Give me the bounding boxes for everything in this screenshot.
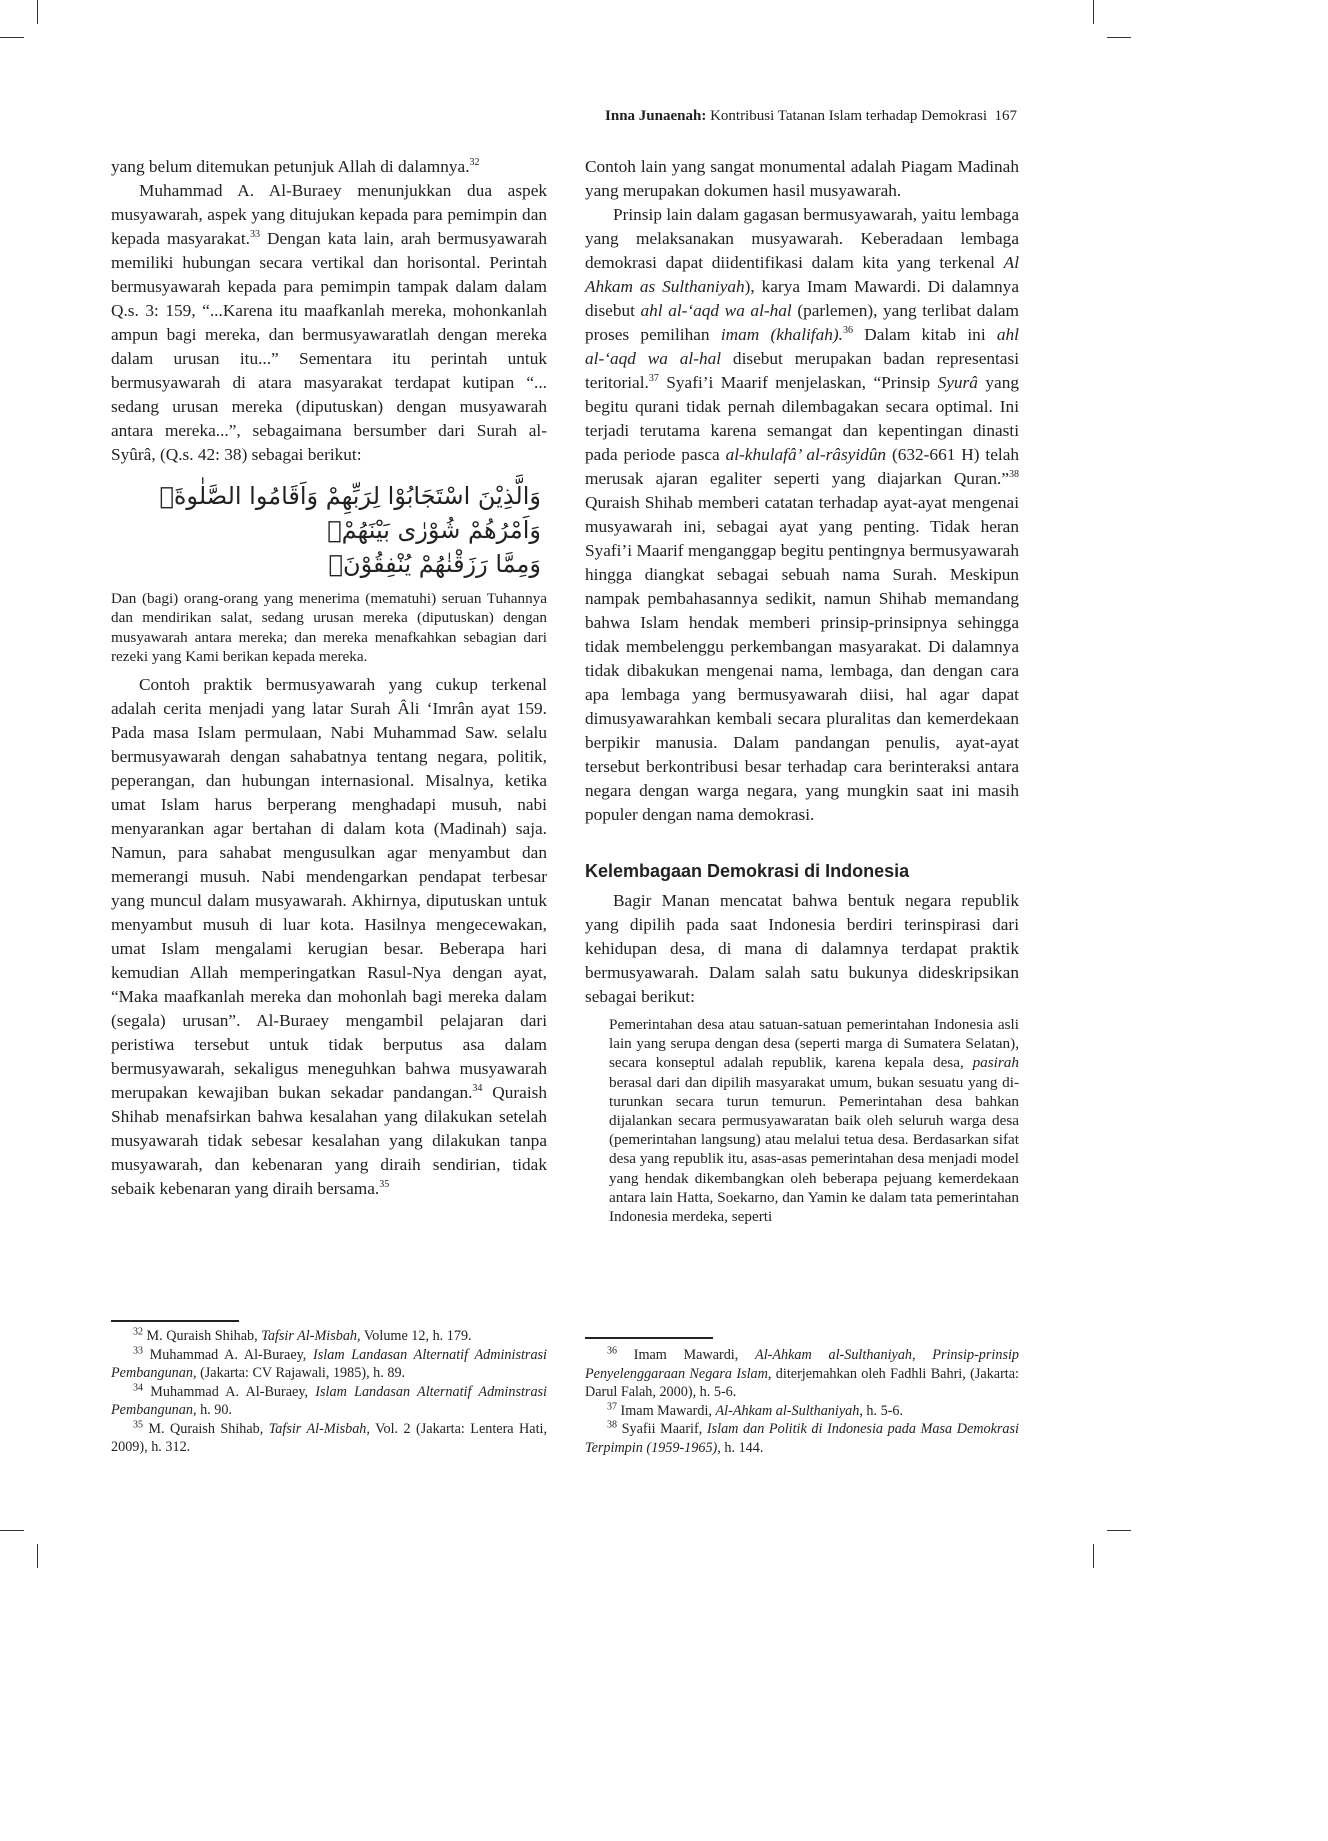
footnote-ref[interactable]: 33 — [249, 229, 260, 241]
right-column — [585, 155, 1019, 1226]
verse-translation: Dan (bagi) orang-orang yang menerima (mematuhi) seruan Tuhannya dan mendirikan salat, sedang urusan mereka (diputuskan) dengan musyawarah antara mereka; dan mereka menafkahkan sebagian dari rezeki yang Kami berikan kepada mereka. — [111, 590, 547, 666]
paragraph: Prinsip lain dalam gagasan bermusyawarah, yaitu lembaga yang melaksanakan musyawarah. Keberadaan lembaga demokrasi dapat diidentifikasi dalam kita yang terkenal Al Ahkam as Sulthaniyah), karya Imam Mawardi. Di dalamnya disebut ahl al-‘aqd wa al-hal (parlemen), yang terlibat dalam proses pemilihan imam (khalifah).$^{36}$ Dalam kitab ini ahl al-‘aqd wa al-hal disebut merupakan badan representasi teritorial.$^{37}$ Syafi’i Maarif menjelaskan, “Prinsip Syurâ yang begitu qurani tidak pernah dilembagakan secara optimal. Ini terjadi terutama karena semangat dan kepentingan dinasti pada periode pasca al-khulafâ’ al-râsyidûn (632-661 H) telah merusak ajaran egaliter seperti yang diajarkan Quran.”$^{38}$ Quraish Shihab memberi catatan terhadap ayat-ayat mengenai musyawarah ini, sebagai ayat yang penting. Tidak heran Syafi’i Maarif menganggap begitu pentingnya bermusyawarah hingga diangkat sebagai sebuah nama Surah. Meskipun nampak pembahasannya sedikit, namun Shihab memandang bahwa Islam hendak memberi prinsip-prinsipnya sehingga tidak membelenggu perkembangan masyarakat. Di dalamnya tidak dibakukan mengenai nama, lembaga, dan dengan cara apa lembaga yang bermusyawarah diisi, hal agar dapat dimusyawarahkan kembali secara pluralitas dan kemerdekaan berpikir manusia. Dalam pandangan penulis, ayat-ayat tersebut berkontribusi besar terhadap cara berinteraksi antara negara dengan warga negara, yang mungkin saat ini masih populer dengan nama demokrasi. — [585, 205, 1020, 824]
header-title: Kontribusi Tatanan Islam terhadap Demokrasi — [710, 108, 987, 124]
arabic-line: وَالَّذِيْنَ اسْتَجَابُوْا لِرَبِّهِمْ وَاَقَامُوا الصَّلٰوةَۖ وَاَمْرُهُمْ شُوْرٰى بَيْنَهُمْۖ — [159, 482, 541, 544]
footnote-ref[interactable]: 36 — [842, 325, 853, 337]
footnotes-left — [111, 1327, 547, 1457]
section-heading: Kelembagaan Demokrasi di Indonesia — [585, 861, 910, 881]
paragraph: Muhammad A. Al-Buraey menunjukkan dua aspek musyawarah, aspek yang ditujukan kepada para pemimpin dan kepada masyarakat.$^{33}$ Dengan kata lain, arah bermusyawarah memiliki hubungan secara vertikal dan horisontal. Perintah bermusyawarah kepada para pemimpin tampak dalam dalam Q.s. 3: 159, “...Karena itu maafkanlah mereka, mohonkanlah ampun bagi mereka, dan bermusyawaratlah dengan mereka dalam urusan itu...” Sementara itu perintah untuk bermusyawarah di atara masyarakat terdapat kutipan “... sedang urusan mereka (diputuskan) dengan musyawarah antara mereka...”, sebagaimana bersumber dari Surah al-Syûrâ, (Q.s. 42: 38) sebagai berikut: — [111, 181, 547, 464]
crop-mark — [37, 1544, 38, 1568]
footnote: $^{33}$ Muhammad A. Al-Buraey, Islam Landasan Alternatif Administrasi Pembangunan, (Jakarta: CV Rajawali, 1985), h. 89. — [111, 1344, 547, 1381]
arabic-line: وَمِمَّا رَزَقْنٰهُمْ يُنْفِقُوْنَۚ — [328, 550, 541, 578]
crop-mark — [1107, 1530, 1131, 1531]
crop-mark — [1093, 1544, 1094, 1568]
crop-mark — [1093, 0, 1094, 24]
footnote-ref[interactable]: 37 — [648, 373, 659, 385]
crop-mark — [0, 1530, 24, 1531]
header-author: Inna Junaenah: — [605, 108, 707, 124]
footnote-ref[interactable]: 34 — [472, 1082, 483, 1094]
footnote-rule — [111, 1320, 239, 1322]
crop-mark — [1107, 37, 1131, 38]
crop-mark — [37, 0, 38, 24]
crop-mark — [0, 37, 24, 38]
paragraph: Bagir Manan mencatat bahwa bentuk negara republik yang dipilih pada saat Indonesia berdiri terinspirasi dari kehidupan desa, di mana di dalamnya terdapat praktik bermusyawarah. Dalam salah satu bukunya dideskripsikan sebagai berikut: — [585, 891, 1019, 1006]
footnote: $^{35}$ M. Quraish Shihab, Tafsir Al-Misbah, Vol. 2 (Jakarta: Lentera Hati, 2009), h. 312. — [111, 1418, 547, 1455]
running-header — [605, 108, 1017, 125]
paragraph: Contoh lain yang sangat monumental adalah Piagam Madinah yang merupakan dokumen hasil musyawarah. — [585, 157, 1019, 200]
footnote: $^{38}$ Syafii Maarif, Islam dan Politik di Indonesia pada Masa Demokrasi Terpimpin (1959-1965), h. 144. — [585, 1419, 1019, 1456]
block-quote: Pemerintahan desa atau satuan-satuan pemerintahan Indonesia asli lain yang serupa dengan desa (seperti marga di Sumatera Selatan), secara konseptul adalah republik, karena kepala desa, pasirah berasal dari dan dipilih masyarakat umum, bukan sesuatu yang diturunkan secara turun temurun. Pemerintahan desa bahkan dijalankan secara permusyawaratan baik oleh seluruh warga desa (pemerintahan langsung) atau melalui tetua desa. Berdasarkan sifat desa yang republik itu, asas-asas pemerintahan desa menjadi model yang hendak dikembangkan oleh beberapa pejuang kemerdekaan antara lain Hatta, Soekarno, dan Yamin ke dalam tata pemerintahan Indonesia merdeka, seperti — [609, 1016, 1019, 1226]
footnote-rule — [585, 1337, 713, 1339]
footnote-ref[interactable]: 35 — [379, 1178, 390, 1190]
footnote: $^{36}$ Imam Mawardi, Al-Ahkam al-Sulthaniyah, Prinsip-prinsip Penyelenggaraan Negara Islam, diterjemahkan oleh Fadhli Bahri, (Jakarta: Darul Falah, 2000), h. 5-6. — [585, 1345, 1020, 1400]
left-column — [111, 155, 547, 1201]
footnote: $^{37}$ Imam Mawardi, Al-Ahkam al-Sulthaniyah, h. 5-6. — [607, 1400, 904, 1419]
footnote: $^{34}$ Muhammad A. Al-Buraey, Islam Landasan Alternatif Adminstrasi Pembangunan, h. 90. — [111, 1381, 547, 1418]
page-number: 167 — [994, 108, 1017, 124]
paragraph: yang belum ditemukan petunjuk Allah di dalamnya.$^{32}$ — [111, 157, 480, 176]
footnote: $^{32}$ M. Quraish Shihab, Tafsir Al-Misbah, Volume 12, h. 179. — [133, 1326, 472, 1344]
footnote-ref[interactable]: 38 — [1009, 469, 1019, 481]
footnotes-right — [585, 1346, 1019, 1457]
arabic-verse — [111, 479, 547, 581]
paragraph: Contoh praktik bermusyawarah yang cukup terkenal adalah cerita menjadi yang latar Surah Âli ‘Imrân ayat 159. Pada masa Islam permulaan, Nabi Muhammad Saw. selalu bermusyawarah dengan sahabatnya tentang negara, politik, peperangan, dan hubungan internasional. Misalnya, ketika umat Islam harus berperang menghadapi musuh, nabi menyarankan agar bertahan di dalam kota (Madinah) saja. Namun, para sahabat mengusulkan agar menyambut dan memerangi musuh. Nabi mendengarkan pendapat terbesar yang muncul dalam musyawarah. Akhirnya, diputuskan untuk menyambut musuh di luar kota. Hasilnya mengecewakan, umat Islam mengalami kerugian besar. Beberapa hari kemudian Allah memperingatkan Rasul-Nya dengan ayat, “Maka maafkanlah mereka dan mohonlah bagi mereka dalam (segala) urusan”. Al-Buraey mengambil pelajaran dari peristiwa tersebut untuk tidak berputus asa dalam bermusyawarah, sekaligus meneguhkan bahwa musyawarah merupakan kewajiban bukan sekadar pandangan.$^{34}$ Quraish Shihab menafsirkan bahwa kesalahan yang dilakukan setelah musyawarah tidak sebesar kesalahan yang dilakukan tanpa musyawarah, dan kebenaran yang diraih sendirian, tidak sebaik kebenaran yang diraih bersama.$^{35}$ — [111, 674, 547, 1198]
footnote-ref[interactable]: 32 — [469, 157, 480, 169]
